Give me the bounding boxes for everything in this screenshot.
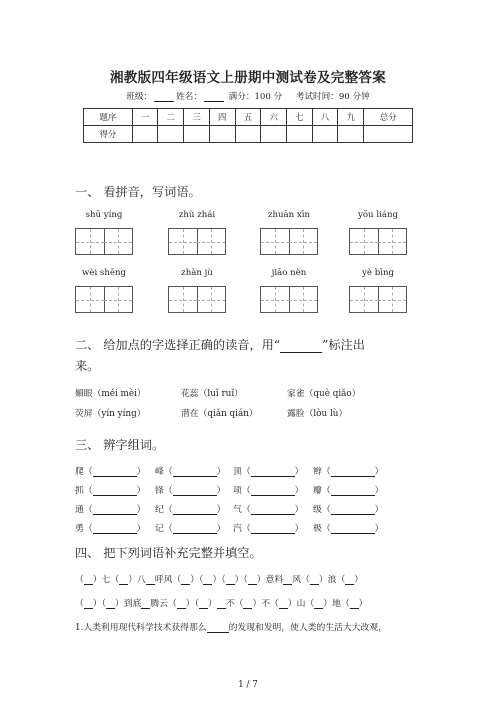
character: 勇	[75, 524, 84, 534]
idiom-text: 腾云（	[150, 599, 177, 609]
page-total: 7	[252, 680, 258, 690]
idiom-text: 风（	[292, 575, 310, 585]
paren-close: ）	[294, 524, 304, 534]
word-group-item	[155, 483, 225, 496]
score-table-header-cell: 一	[132, 109, 158, 126]
paren-close: ）	[294, 467, 304, 477]
tianzige-cell	[104, 229, 132, 254]
idiom-blank	[119, 575, 128, 585]
word-group-item	[313, 483, 383, 496]
paren-open: （	[83, 467, 93, 477]
paren-open: （	[163, 486, 173, 496]
character: 顶	[233, 467, 242, 477]
pinyin-label: yōu liáng	[358, 210, 398, 220]
idiom-blank	[106, 599, 115, 609]
word-group-item	[313, 521, 383, 534]
exam-info-line	[0, 90, 496, 102]
answer-blank	[251, 505, 295, 515]
tianzige-box	[168, 286, 226, 313]
paren-open: （	[83, 505, 93, 515]
paren-close: ）	[374, 467, 384, 477]
idiom-blank	[350, 599, 359, 609]
answer-blank	[173, 505, 217, 515]
sentence-blank	[207, 623, 229, 633]
character: 极	[313, 524, 322, 534]
tianzige-cell	[378, 229, 406, 254]
idiom-text: ）（	[190, 575, 204, 585]
pronunciation-item: 露脸（lòu lù）	[287, 409, 348, 419]
word-group-item	[75, 464, 145, 477]
idiom-blank	[279, 599, 288, 609]
word-group-item	[75, 521, 145, 534]
pronunciation-item: 潜在（qiǎn qián）	[181, 409, 258, 419]
word-group-item	[155, 521, 225, 534]
word-group-item	[313, 464, 383, 477]
score-table-header-cell: 五	[235, 109, 261, 126]
character: 项	[233, 486, 242, 496]
paren-close: ）	[294, 505, 304, 515]
score-table-header-cell: 三	[184, 109, 210, 126]
character: 锋	[155, 486, 164, 496]
score-cell	[287, 126, 313, 143]
section-2-heading-text: 二、 给加点的字选择正确的读音，用“	[75, 338, 281, 352]
score-cell	[132, 126, 158, 143]
section-1-heading: 一、 看拼音，写词语。	[75, 185, 201, 199]
sentence-end: 的发现和发明，使人类的生活大大改观，	[228, 623, 387, 633]
character: 汽	[233, 524, 242, 534]
tianzige-cell	[350, 287, 379, 312]
paren-close: ）	[136, 505, 146, 515]
idiom-blank	[314, 599, 323, 609]
pinyin-label: zhù zhái	[178, 210, 216, 220]
paren-close: ）	[216, 486, 226, 496]
answer-blank	[93, 467, 137, 477]
answer-blank	[173, 486, 217, 496]
tianzige-cell	[76, 229, 105, 254]
tianzige-cell	[169, 287, 198, 312]
paren-open: （	[163, 467, 173, 477]
section-3-heading: 三、 辨字组词。	[75, 438, 165, 452]
exam-time-label: 考试时间：90 分钟	[295, 92, 370, 102]
answer-blank	[331, 524, 375, 534]
idiom-blank	[199, 599, 208, 609]
score-table-header-label: 题序	[84, 109, 133, 126]
score-cell	[184, 126, 210, 143]
paren-close: ）	[216, 505, 226, 515]
name-blank	[204, 93, 224, 102]
tianzige-cell	[169, 229, 198, 254]
tianzige-cell	[197, 287, 225, 312]
tianzige-box	[75, 286, 133, 313]
paren-open: （	[83, 486, 93, 496]
idiom-text: ）八	[128, 575, 146, 585]
score-table-header-row	[84, 109, 413, 126]
page-separator: /	[246, 680, 250, 690]
pronunciation-item: 荧屏（yín yíng）	[75, 409, 146, 419]
answer-blank	[331, 505, 375, 515]
paren-close: ）	[216, 467, 226, 477]
paren-open: （	[83, 524, 93, 534]
score-table-header-cell: 二	[158, 109, 184, 126]
section-2-heading-line2: 来。	[75, 359, 100, 373]
paren-close: ）	[136, 486, 146, 496]
idiom-text: 不（	[225, 599, 244, 609]
paren-close: ）	[136, 467, 146, 477]
class-blank	[154, 93, 174, 102]
idiom-blank	[248, 575, 257, 585]
idiom-text: ）意料	[256, 575, 284, 585]
paren-close: ）	[374, 505, 384, 515]
score-cell	[209, 126, 235, 143]
paren-open: （	[321, 524, 331, 534]
pinyin-label: jiāo nèn	[271, 268, 307, 278]
idiom-text: ）	[358, 599, 368, 609]
answer-blank	[251, 467, 295, 477]
pronunciation-item: 媚眼（méi mèi）	[75, 389, 146, 399]
score-cell	[338, 126, 364, 143]
section-4-heading: 四、 把下列词语补充完整并填空。	[75, 546, 262, 560]
answer-blank	[93, 524, 137, 534]
tianzige-box	[349, 286, 407, 313]
answer-blank	[251, 524, 295, 534]
word-group-item	[233, 464, 303, 477]
idiom-blank	[181, 575, 190, 585]
idiom-text: ）浪（	[318, 575, 346, 585]
word-group-item	[155, 502, 225, 515]
tianzige-cell	[76, 287, 105, 312]
name-label: 姓名：	[176, 92, 202, 102]
tianzige-cell	[261, 229, 290, 254]
paren-close: ）	[216, 524, 226, 534]
answer-blank	[173, 467, 217, 477]
idiom-blank	[146, 575, 155, 585]
score-table-header-cell: 总分	[364, 109, 413, 126]
tianzige-box	[75, 228, 133, 255]
answer-blank	[93, 486, 137, 496]
character: 通	[75, 505, 84, 515]
idiom-blank	[84, 575, 93, 585]
paren-open: （	[321, 505, 331, 515]
section-2-heading	[75, 336, 365, 353]
paren-close: ）	[374, 486, 384, 496]
pinyin-label: yè bīng	[362, 268, 394, 278]
word-group-item	[233, 521, 303, 534]
pronunciation-item: 家雀（què qiǎo）	[287, 389, 361, 399]
document-title: 湘教版四年级语文上册期中测试卷及完整答案	[110, 70, 386, 86]
tianzige-cell	[289, 229, 317, 254]
character: 爬	[75, 467, 84, 477]
mark-blank	[280, 341, 322, 353]
idiom-line-1	[75, 572, 363, 585]
score-table	[83, 108, 413, 143]
section-2-heading-end: ”标注出	[322, 338, 365, 352]
score-table-score-row	[84, 126, 413, 143]
paren-close: ）	[136, 524, 146, 534]
paren-open: （	[321, 467, 331, 477]
tianzige-box	[349, 228, 407, 255]
paren-open: （	[163, 524, 173, 534]
idiom-text: ）	[354, 575, 364, 585]
idiom-text: ）到底	[115, 599, 142, 609]
page-number: 1	[238, 680, 244, 690]
class-label: 班级：	[126, 92, 153, 102]
score-table-header-cell: 四	[209, 109, 235, 126]
idiom-text: （	[75, 575, 84, 585]
pinyin-label: shū yíng	[85, 210, 123, 220]
pinyin-label: zhuān xīn	[267, 210, 311, 220]
idiom-text: 呼风（	[154, 575, 182, 585]
answer-blank	[251, 486, 295, 496]
word-group-item	[75, 483, 145, 496]
idiom-text: ）（	[185, 599, 200, 609]
character: 记	[155, 524, 164, 534]
word-group-item	[233, 502, 303, 515]
idiom-text: ）七（	[92, 575, 120, 585]
idiom-text: ）	[208, 599, 217, 609]
idiom-text: ）（	[92, 599, 107, 609]
word-group-item	[75, 502, 145, 515]
character: 峰	[155, 467, 164, 477]
paren-open: （	[321, 486, 331, 496]
score-table-header-cell: 八	[312, 109, 338, 126]
idiom-text: ）（	[212, 575, 226, 585]
tianzige-cell	[350, 229, 379, 254]
tianzige-box	[260, 286, 318, 313]
score-table-header-cell: 七	[287, 109, 313, 126]
score-table-score-label: 得分	[84, 126, 133, 143]
answer-blank	[331, 467, 375, 477]
idiom-blank	[84, 599, 93, 609]
character: 级	[313, 505, 322, 515]
score-cell	[261, 126, 287, 143]
pronunciation-item: 花蕊（luǐ ruǐ）	[181, 389, 243, 399]
score-cell	[364, 126, 413, 143]
idiom-blank	[217, 599, 226, 609]
idiom-text: ）地（	[323, 599, 350, 609]
character: 抓	[75, 486, 84, 496]
character: 瓣	[313, 486, 322, 496]
page-footer	[0, 680, 496, 690]
paren-open: （	[241, 486, 251, 496]
idiom-line-2	[75, 596, 367, 609]
idiom-blank	[345, 575, 354, 585]
paren-open: （	[241, 524, 251, 534]
idiom-blank	[177, 599, 186, 609]
word-group-item	[233, 483, 303, 496]
answer-blank	[331, 486, 375, 496]
full-score-label: 满分：100 分	[228, 92, 283, 102]
idiom-text: ）不（	[252, 599, 279, 609]
score-cell	[158, 126, 184, 143]
character: 气	[233, 505, 242, 515]
score-table-header-cell: 九	[338, 109, 364, 126]
character: 辫	[313, 467, 322, 477]
paren-close: ）	[374, 524, 384, 534]
idiom-blank	[283, 575, 292, 585]
word-group-item	[313, 502, 383, 515]
score-table-header-cell: 六	[261, 109, 287, 126]
tianzige-box	[260, 228, 318, 255]
tianzige-cell	[261, 287, 290, 312]
character: 纪	[155, 505, 164, 515]
tianzige-cell	[104, 287, 132, 312]
paren-open: （	[163, 505, 173, 515]
tianzige-cell	[378, 287, 406, 312]
idiom-text: ）山（	[287, 599, 315, 609]
word-group-item	[155, 464, 225, 477]
pinyin-label: wèi shēng	[82, 268, 126, 278]
score-cell	[235, 126, 261, 143]
paren-open: （	[241, 467, 251, 477]
answer-blank	[173, 524, 217, 534]
tianzige-box	[168, 228, 226, 255]
fill-sentence-1	[75, 620, 387, 633]
tianzige-cell	[289, 287, 317, 312]
sentence-start: 1.人类利用现代科学技术获得那么	[75, 623, 207, 633]
idiom-text: ）（	[234, 575, 248, 585]
idiom-blank	[226, 575, 235, 585]
idiom-text: （	[75, 599, 84, 609]
answer-blank	[93, 505, 137, 515]
paren-open: （	[241, 505, 251, 515]
paren-close: ）	[294, 486, 304, 496]
tianzige-cell	[197, 229, 225, 254]
pinyin-label: zhàn jù	[181, 268, 213, 278]
idiom-blank	[310, 575, 319, 585]
score-cell	[312, 126, 338, 143]
